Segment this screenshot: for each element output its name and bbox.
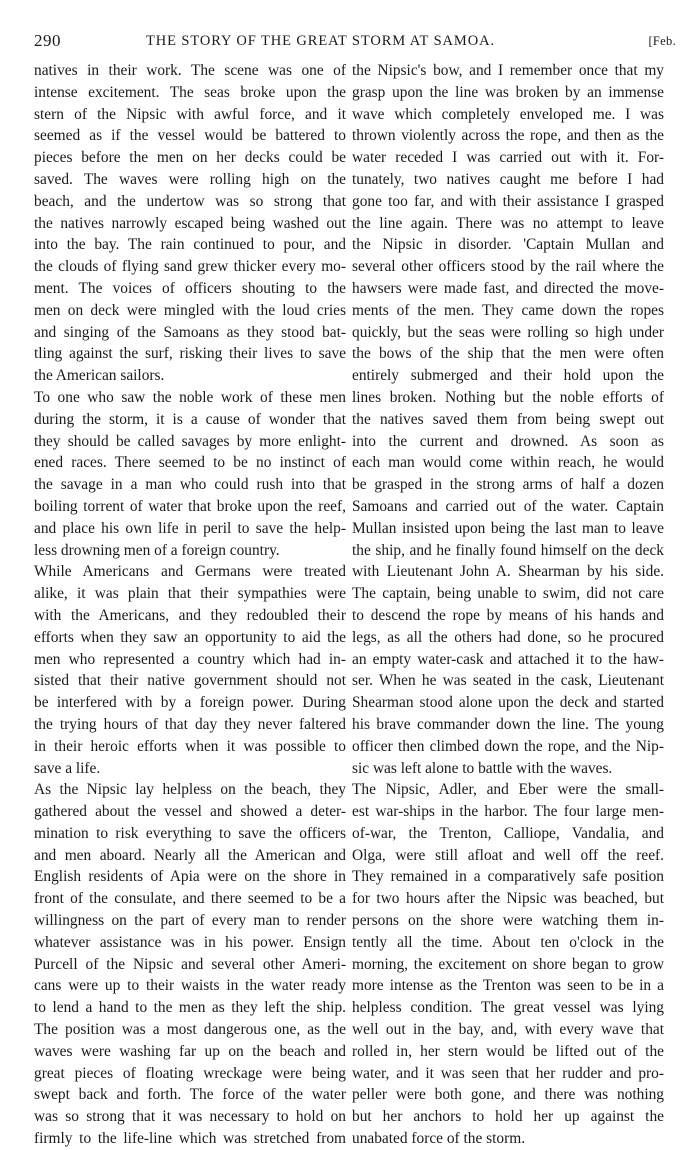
text-line: While Americans and Germans were treated	[34, 563, 346, 581]
text-line: and men aboard. Nearly all the American and	[34, 846, 346, 864]
text-line: into the current and drowned. As soon as	[352, 432, 664, 450]
text-line: ment. The voices of officers shouting to the	[34, 279, 346, 297]
right-text-column	[352, 60, 664, 1150]
text-line: in their heroic efforts when it was possible to	[34, 737, 346, 755]
text-line: The position was a most dangerous one, as the	[34, 1021, 346, 1039]
text-line: water receded I was carried out with it. For-	[352, 149, 664, 167]
running-title: THE STORY OF THE GREAT STORM AT SAMOA.	[146, 33, 495, 49]
text-line: pieces before the men on her decks could be	[34, 149, 346, 167]
running-header	[34, 31, 676, 53]
text-line: each man would come within reach, he would	[352, 454, 664, 472]
text-line: to descend the rope by means of his hands and	[352, 606, 664, 624]
text-line: the line again. There was no attempt to leave	[352, 214, 664, 232]
text-line: Purcell of the Nipsic and several other Ameri-	[34, 955, 346, 973]
text-line: sisted that their native government should not	[34, 672, 346, 690]
text-line: waves were washing far up on the beach and	[34, 1042, 346, 1060]
text-line: Shearman stood alone upon the deck and started	[352, 694, 664, 712]
text-line: front of the consulate, and there seemed to be a	[34, 890, 346, 908]
text-line: quickly, but the seas were rolling so high under	[352, 323, 664, 341]
text-line: they should be called savages by more enlight-	[34, 432, 346, 450]
text-line: As the Nipsic lay helpless on the beach, they	[34, 781, 346, 799]
text-line: the bows of the ship that the men were often	[352, 345, 664, 363]
text-line: the clouds of flying sand grew thicker every mo-	[34, 258, 346, 276]
text-line: The Nipsic, Adler, and Eber were the small-	[352, 781, 664, 799]
text-line: hawsers were made fast, and directed the move-	[352, 279, 664, 297]
text-line: lines broken. Nothing but the noble efforts of	[352, 388, 664, 406]
text-line: the natives saved them from being swept out	[352, 410, 664, 428]
text-line: Samoans and carried out of the water. Captain	[352, 497, 664, 515]
text-line: several other officers stood by the rail where the	[352, 258, 664, 276]
text-line: the natives narrowly escaped being washed out	[34, 214, 346, 232]
text-line: the ship, and he finally found himself on the deck	[352, 541, 664, 559]
text-line: saved. The waves were rolling high on the	[34, 170, 346, 188]
text-line: grasp upon the line was broken by an immense	[352, 83, 664, 101]
page-number: 290	[34, 31, 61, 50]
text-line: est war-ships in the harbor. The four large men-	[352, 803, 664, 821]
text-line: during the storm, it is a cause of wonder that	[34, 410, 346, 428]
text-line: stern of the Nipsic with awful force, and it	[34, 105, 346, 123]
text-line: efforts when they saw an opportunity to aid the	[34, 628, 346, 646]
left-text-column	[34, 60, 346, 1150]
text-line: into the bay. The rain continued to pour, and	[34, 236, 346, 254]
text-line: more intense as the Trenton was seen to be in a	[352, 977, 664, 995]
text-line: intense excitement. The seas broke upon the	[34, 83, 346, 101]
text-line: of-war, the Trenton, Calliope, Vandalia, and	[352, 824, 664, 842]
text-line: men who represented a country which had in-	[34, 650, 346, 668]
text-line: and place his own life in peril to save the help-	[34, 519, 346, 537]
text-line: firmly to the life-line which was stretched from	[34, 1130, 346, 1148]
text-line: boiling torrent of water that broke upon the reef,	[34, 497, 346, 515]
text-line: officer then climbed down the rope, and the Nip-	[352, 737, 664, 755]
text-line: ser. When he was seated in the cask, Lieutenant	[352, 672, 664, 690]
text-line: whatever assistance was in his power. Ensign	[34, 933, 346, 951]
text-line: great pieces of floating wreckage were being	[34, 1064, 346, 1082]
text-line: the Nipsic's bow, and I remember once that my	[352, 62, 664, 79]
text-line: wave which completely enveloped me. I was	[352, 105, 664, 123]
text-line: sic was left alone to battle with the waves.	[352, 759, 613, 777]
text-line: Olga, were still afloat and well off the reef.	[352, 846, 664, 864]
text-line: be grasped in the strong arms of half a dozen	[352, 476, 664, 494]
text-line: the Nipsic in disorder. 'Captain Mullan and	[352, 236, 664, 254]
text-line: helpless condition. The great vessel was lying	[352, 999, 664, 1017]
text-line: the American sailors.	[34, 367, 165, 385]
text-line: They remained in a comparatively safe position	[352, 868, 664, 886]
text-line: rolled in, her stern would be lifted out of the	[352, 1042, 664, 1060]
text-line: swept back and forth. The force of the water	[34, 1086, 346, 1104]
text-line: but her anchors to hold her up against the	[352, 1108, 664, 1126]
text-line: for two hours after the Nipsic was beached, but	[352, 890, 664, 908]
text-line: and singing of the Samoans as they stood bat-	[34, 323, 346, 341]
text-line: English residents of Apia were on the shore in	[34, 868, 346, 886]
text-line: an empty water-cask and attached it to the haw-	[352, 650, 664, 668]
text-line: tunately, two natives caught me before I had	[352, 170, 664, 188]
text-line: with the Americans, and they redoubled their	[34, 606, 346, 624]
text-line: peller were both gone, and there was nothing	[352, 1086, 664, 1104]
text-line: gone too far, and with their assistance I grasped	[352, 192, 664, 210]
text-line: be interfered with by a foreign power. During	[34, 694, 346, 712]
text-line: gathered about the vessel and showed a deter-	[34, 803, 346, 821]
text-line: less drowning men of a foreign country.	[34, 541, 280, 559]
text-line: seemed as if the vessel would be battered to	[34, 127, 346, 145]
text-line: persons on the shore were watching them in-	[352, 912, 664, 930]
text-line: The captain, being unable to swim, did not care	[352, 585, 664, 603]
text-line: well out in the bay, and, with every wave that	[352, 1021, 664, 1039]
text-line: the trying hours of that day they never faltered	[34, 715, 346, 733]
text-line: ened races. There seemed to be no instinct of	[34, 454, 346, 472]
text-line: water, and it was seen that her rudder and pro-	[352, 1064, 664, 1082]
text-line: was so strong that it was necessary to hold on	[34, 1108, 346, 1126]
text-line: morning, the excitement on shore began to grow	[352, 955, 664, 973]
text-line: save a life.	[34, 759, 101, 777]
text-line: beach, and the undertow was so strong that	[34, 192, 346, 210]
text-line: natives in their work. The scene was one of	[34, 62, 346, 79]
text-line: To one who saw the noble work of these men	[34, 388, 346, 406]
text-line: thrown violently across the rope, and then as the	[352, 127, 664, 145]
text-line: with Lieutenant John A. Shearman by his side.	[352, 563, 664, 581]
text-line: men on deck were mingled with the loud cries	[34, 301, 346, 319]
text-line: mination to risk everything to save the officers	[34, 824, 346, 842]
text-line: the savage in a man who could rush into that	[34, 476, 346, 494]
text-line: entirely submerged and their hold upon the	[352, 367, 664, 385]
running-date-mark: [Feb.	[648, 34, 676, 48]
text-line: tling against the surf, risking their lives to save	[34, 345, 346, 363]
text-line: alike, it was plain that their sympathies were	[34, 585, 346, 603]
text-line: ments of the men. They came down the ropes	[352, 301, 664, 319]
text-line: cans were up to their waists in the water ready	[34, 977, 346, 995]
text-line: to lend a hand to the men as they left the ship.	[34, 999, 346, 1017]
text-line: unabated force of the storm.	[352, 1130, 526, 1148]
text-line: willingness on the part of every man to render	[34, 912, 346, 930]
text-line: Mullan insisted upon being the last man to leave	[352, 519, 664, 537]
text-line: legs, as all the others had done, so he procured	[352, 628, 664, 646]
text-line: tently all the time. About ten o'clock in the	[352, 933, 664, 951]
text-line: his brave commander down the line. The young	[352, 715, 664, 733]
